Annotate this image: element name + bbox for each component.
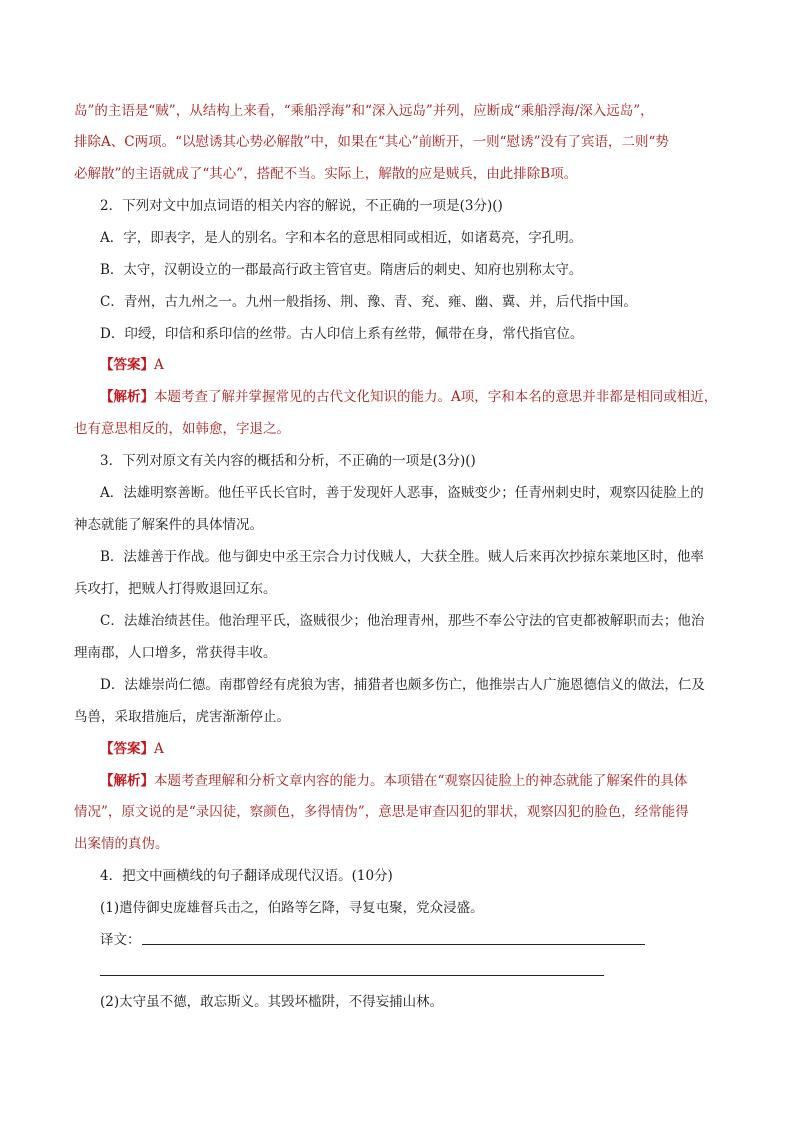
translation-row-1 <box>100 930 141 950</box>
analysis-tag: 【解析】 <box>100 389 154 405</box>
analysis-text: 本题考查理解和分析文章内容的能力。本项错在“观察囚徒脸上的神态就能了解案件的具体 <box>154 773 688 789</box>
question-3-stem: 3．下列对原文有关内容的概括和分析，不正确的一项是(3分)() <box>100 453 476 469</box>
translation-answer-line-1[interactable] <box>142 944 645 945</box>
question-4-sentence-1: (1)遣侍御史庞雄督兵击之，伯路等乞降，寻复屯聚，党众浸盛。 <box>100 900 484 916</box>
analysis-tag: 【解析】 <box>100 773 154 789</box>
translation-label: 译文： <box>100 932 141 948</box>
analysis-text: 本题考查了解并掌握常见的古代文化知识的能力。A项，字和本名的意思并非都是相同或相近， <box>154 389 718 405</box>
question-3-analysis-line-3: 出案情的真伪。 <box>74 836 169 852</box>
question-2-option-b: B．太守，汉朝设立的一郡最高行政主管官吏。隋唐后的刺史、知府也别称太守。 <box>100 262 583 278</box>
question-3-analysis-line-2: 情况”，原文说的是“录囚徒，察颜色，多得情伪”，意思是审查囚犯的罪状，观察囚犯的脸色，经常能得 <box>74 804 689 820</box>
question-2-option-d: D．印绶，印信和系印信的丝带。古人印信上系有丝带，佩带在身，常代指官位。 <box>100 326 584 342</box>
question-3-option-b-line-1: B．法雄善于作战。他与御史中丞王宗合力讨伐贼人，大获全胜。贼人后来再次抄掠东莱地区时，他率 <box>100 549 704 565</box>
question-2-option-c: C．青州，古九州之一。九州一般指扬、荆、豫、青、兖、雍、幽、冀、并，后代指中国。 <box>100 294 637 310</box>
answer-tag: 【答案】 <box>100 357 154 373</box>
analysis-continued-line-3: 必解散”的主语就成了“其心”，搭配不当。实际上，解散的应是贼兵，由此排除B项。 <box>74 166 578 182</box>
question-3-option-d-line-2: 鸟兽，采取措施后，虎害渐渐停止。 <box>74 709 290 725</box>
analysis-continued-line-2: 排除A、C两项。“以慰诱其心势必解散”中，如果在“其心”前断开，一则“慰诱”没有了宾语，二则“势 <box>74 134 669 150</box>
question-3-option-c-line-2: 理南郡，人口增多，常获得丰收。 <box>74 645 277 661</box>
question-3-option-a-line-1: A．法雄明察善断。他任平氏长官时，善于发现奸人恶事，盗贼变少；任青州刺史时，观察囚徒脸上的 <box>100 485 704 501</box>
question-2-option-a: A．字，即表字，是人的别名。字和本名的意思相同或相近，如诸葛亮，字孔明。 <box>100 230 583 246</box>
answer-value: A <box>154 741 164 757</box>
question-3-option-b-line-2: 兵攻打，把贼人打得败退回辽东。 <box>74 581 277 597</box>
question-4-sentence-2: (2)太守虽不德，敢忘斯义。其毁坏槛阱，不得妄捕山林。 <box>100 994 444 1010</box>
question-2-analysis-line-2: 也有意思相反的，如韩愈，字退之。 <box>74 421 290 437</box>
question-4-stem: 4．把文中画横线的句子翻译成现代汉语。(10分) <box>100 868 393 884</box>
question-2-analysis-line-1 <box>100 387 722 407</box>
question-3-option-d-line-1: D．法雄崇尚仁德。南郡曾经有虎狼为害，捕猎者也颇多伤亡，他推崇古人广施恩德信义的做法，仁及 <box>100 677 705 693</box>
translation-answer-line-2[interactable] <box>100 975 604 976</box>
answer-tag: 【答案】 <box>100 741 154 757</box>
question-3-option-c-line-1: C．法雄治绩甚佳。他治理平氏，盗贼很少；他治理青州，那些不奉公守法的官吏都被解职而去；他治 <box>100 613 705 629</box>
question-2-answer <box>100 355 722 375</box>
question-3-analysis-line-1 <box>100 771 722 791</box>
question-3-answer <box>100 739 722 759</box>
question-3-option-a-line-2: 神态就能了解案件的具体情况。 <box>74 517 263 533</box>
question-2-stem: 2．下列对文中加点词语的相关内容的解说，不正确的一项是(3分)() <box>100 198 503 214</box>
answer-value: A <box>154 357 164 373</box>
analysis-continued-line-1: 岛”的主语是“贼”，从结构上来看，“乘船浮海”和“深入远岛”并列，应断成“乘船浮海/深入远岛”， <box>74 103 654 119</box>
